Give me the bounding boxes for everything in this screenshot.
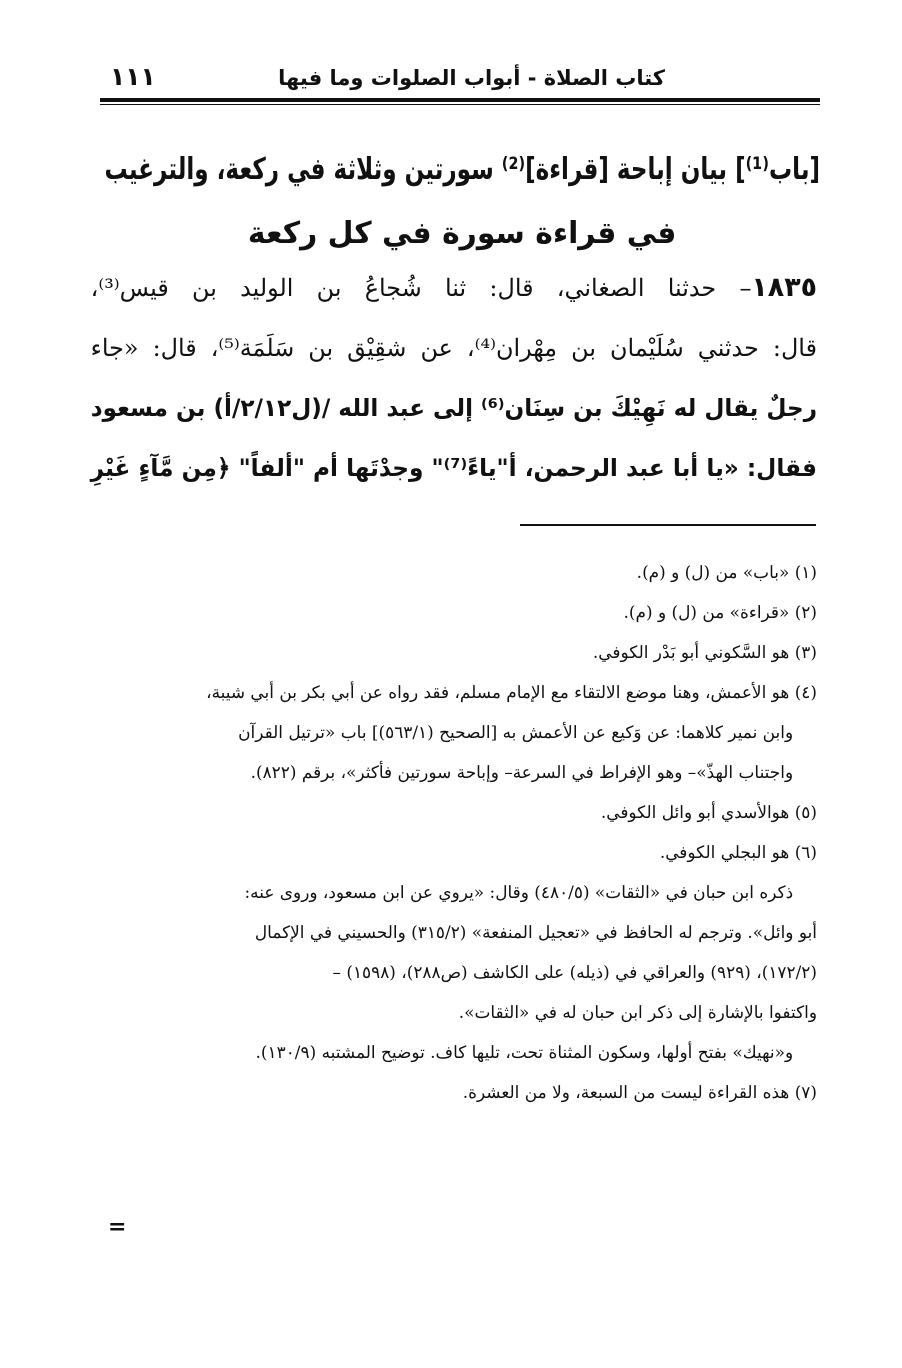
end-mark: = <box>108 1214 127 1240</box>
footnote-6-cont-2: أبو وائل». وترجم له الحافظ في «تعجيل المنفعة» (٣١٥/٢) والحسيني في الإكمال <box>254 923 817 943</box>
footnotes <box>87 553 817 1113</box>
footnote-2: (٢) «قراءة» من (ل) و (م). <box>623 603 817 623</box>
hadith-line-4: فقال: «يا أبا عبد الرحمن، أ"ياءً⁽⁷⁾" وجدْتَها أم "ألفاً" ﴿مِن مَّآءٍ غَيْرِ <box>90 454 817 482</box>
chapter-heading-line-2: في قراءة سورة في كل ركعة <box>247 216 677 251</box>
hadith-line-1-text: – حدثنا الصغاني، قال: ثنا شُجاعُ بن الوليد بن قيس⁽³⁾، <box>90 274 752 302</box>
footnote-6-cont-4: واكتفوا بالإشارة إلى ذكر ابن حبان له في «الثقات». <box>458 1003 817 1023</box>
footnote-6-cont-5: و«نهيك» بفتح أولها، وسكون المثناة تحت، تليها كاف. توضيح المشتبه (١٣٠/٩). <box>255 1043 794 1063</box>
hadith-number: ١٨٣٥ <box>751 272 817 303</box>
header-rule-thin <box>100 104 820 105</box>
running-title: كتاب الصلاة - أبواب الصلوات وما فيها <box>278 66 665 90</box>
hadith-text <box>87 258 817 498</box>
footnote-4-cont-1: وابن نمير كلاهما: عن وَكيع عن الأعمش به [الصحيح (٥٦٣/١)] باب «ترتيل القرآن <box>238 723 794 743</box>
chapter-heading-line-1: [باب⁽¹⁾] بيان إباحة [قراءة]⁽²⁾ سورتين وثلاثة في ركعة، والترغيب <box>104 152 820 187</box>
footnote-3: (٣) هو السَّكوني أبو بَدْر الكوفي. <box>592 643 817 663</box>
footnote-7: (٧) هذه القراءة ليست من السبعة، ولا من العشرة. <box>462 1083 817 1103</box>
footnote-4: (٤) هو الأعمش، وهنا موضع الالتقاء مع الإمام مسلم، فقد رواه عن أبي بكر بن أبي شيبة، <box>206 683 817 703</box>
footnote-separator <box>520 524 816 526</box>
header-rule-thick <box>100 98 820 102</box>
footnote-1: (١) «باب» من (ل) و (م). <box>636 563 817 583</box>
chapter-heading <box>100 138 820 266</box>
page-header <box>100 58 820 98</box>
hadith-line-3: رجلٌ يقال له نَهِيْكَ بن سِنَان⁽⁶⁾ إلى عبد الله /(ل٢/١٢/أ) بن مسعود <box>90 394 817 422</box>
footnote-6: (٦) هو البجلي الكوفي. <box>659 843 817 863</box>
hadith-line-1 <box>91 258 817 318</box>
footnote-6-cont-3: (١٧٢/٢)، (٩٢٩) والعراقي في (ذيله) على الكاشف (ص٢٨٨)، (١٥٩٨) – <box>332 963 817 983</box>
footnote-4-cont-2: واجتناب الهذّ»– وهو الإفراط في السرعة– وإباحة سورتين فأكثر»، برقم (٨٢٢). <box>250 763 794 783</box>
footnote-5: (٥) هوالأسدي أبو وائل الكوفي. <box>600 803 817 823</box>
footnote-6-cont-1: ذكره ابن حبان في «الثقات» (٤٨٠/٥) وقال: «يروي عن ابن مسعود، وروى عنه: <box>244 883 794 903</box>
hadith-line-2: قال: حدثني سُلَيْمان بن مِهْران⁽⁴⁾، عن شقِيْق بن سَلَمَة⁽⁵⁾، قال: «جاء <box>90 334 817 362</box>
page-number: ١١١ <box>110 62 156 91</box>
